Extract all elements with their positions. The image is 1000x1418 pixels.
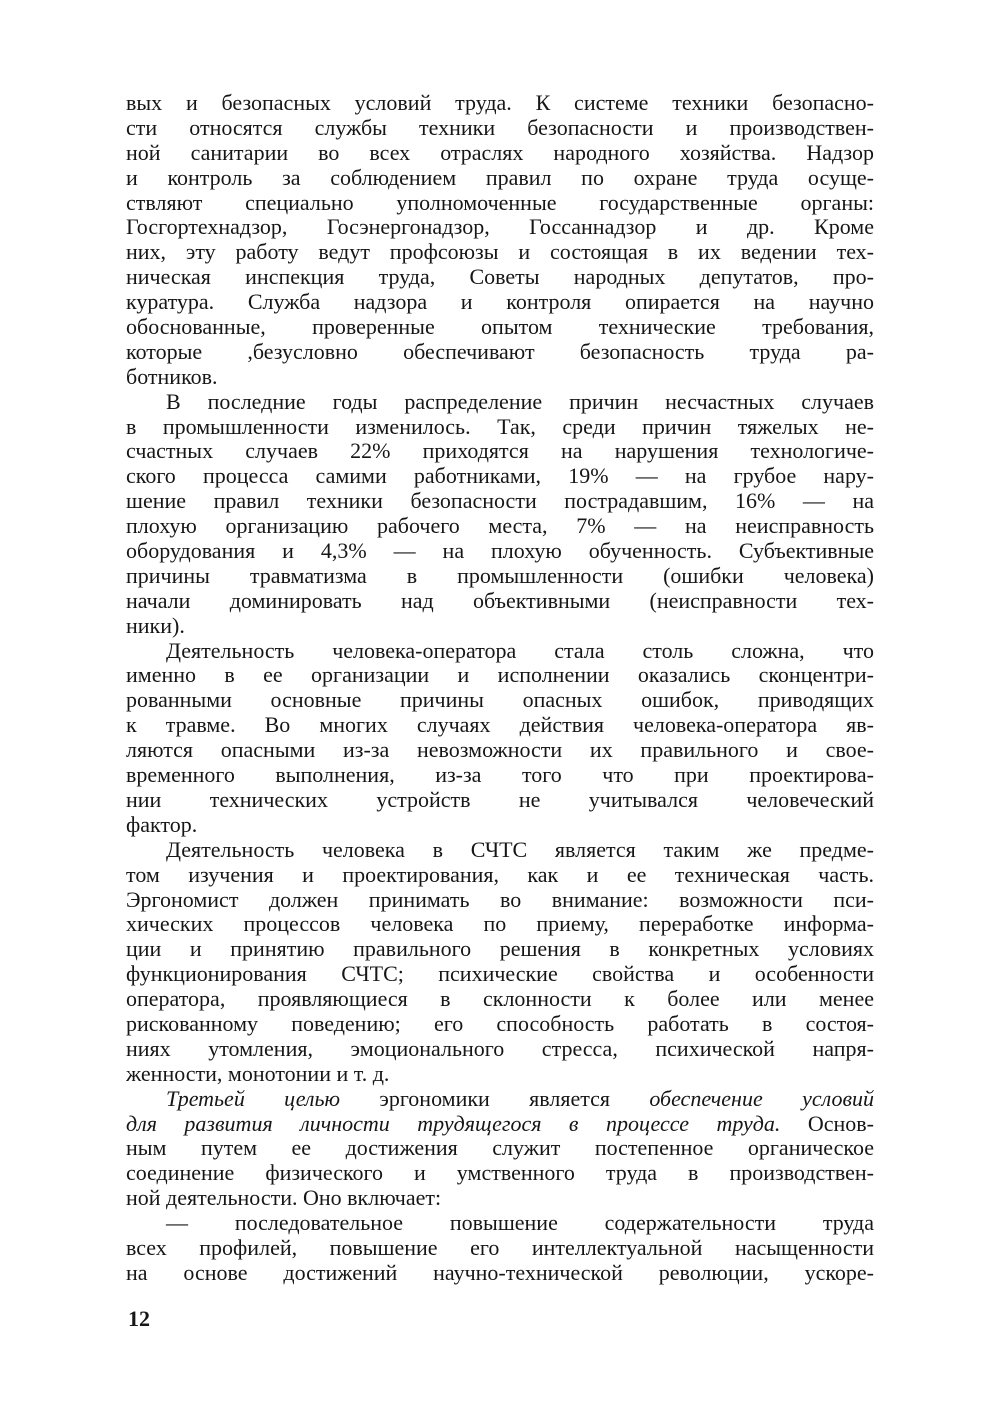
text-line: обоснованные, проверенные опытом технические требования, (126, 315, 874, 340)
text-line: именно в ее организации и исполнении оказались сконцентри- (126, 663, 874, 688)
text-line: соединение физического и умственного труда в производствен- (126, 1161, 874, 1186)
text-line: вых и безопасных условий труда. К системе техники безопасно- (126, 91, 874, 115)
text-line: сти относятся службы техники безопасности и производствен- (126, 115, 874, 140)
text-line: — последовательное повышение содержательности труда (166, 1211, 874, 1236)
text-line: ной санитарии во всех отраслях народного хозяйства. Надзор (126, 140, 874, 165)
text-line: ляются опасными из-за невозможности их правильного и свое- (126, 738, 874, 763)
text-line (126, 1087, 874, 1112)
text-line: нии технических устройств не учитывался человеческий (126, 787, 874, 812)
text-line: ботников. (126, 364, 218, 389)
text-line: ническая инспекция труда, Советы народных депутатов, про- (126, 265, 874, 290)
text-run: Основ- (780, 1111, 874, 1136)
text-line: оборудования и 4,3% — на плохую обученность. Субъективные (126, 539, 874, 564)
paragraph (126, 639, 874, 838)
text-line: ники). (126, 613, 185, 638)
paragraph (126, 91, 874, 390)
body-text (126, 91, 874, 1286)
text-line: фактор. (126, 812, 198, 837)
text-line: Деятельность человека в СЧТС является таким же предме- (166, 837, 874, 862)
text-line: счастных случаев 22% приходятся на нарушения технологиче- (126, 439, 874, 464)
text-line: временного выполнения, из-за того что при проектирова- (126, 763, 874, 788)
text-line: на основе достижений научно-технической революции, ускоре- (126, 1260, 874, 1285)
text-line: В последние годы распределение причин несчастных случаев (166, 389, 874, 414)
italic-phrase: Третьей целью (166, 1086, 341, 1111)
paragraph (126, 838, 874, 1087)
text-line: в промышленности изменилось. Так, среди причин тяжелых не- (126, 414, 874, 439)
text-line: ниях утомления, эмоционального стресса, психической напря- (126, 1036, 874, 1061)
text-line: хических процессов человека по приему, переработке информа- (126, 912, 874, 937)
text-line: Госгортехнадзор, Госэнергонадзор, Госсаннадзор и др. Кроме (126, 215, 874, 240)
page-number: 12 (128, 1306, 150, 1331)
text-run: эргономики является (340, 1086, 650, 1111)
text-line: куратура. Служба надзора и контроля опирается на научно (126, 290, 874, 315)
text-line: ной деятельности. Оно включает: (126, 1186, 442, 1211)
text-line: которые ,безусловно обеспечивают безопасность труда ра- (126, 339, 874, 364)
paragraph (126, 1211, 874, 1286)
text-line: оператора, проявляющиеся в склонности к более или менее (126, 987, 874, 1012)
text-line: ции и принятию правильного решения в конкретных условиях (126, 937, 874, 962)
text-line: Деятельность человека-оператора стала столь сложна, что (166, 638, 874, 663)
text-line: женности, монотонии и т. д. (126, 1061, 390, 1086)
text-line: рованными основные причины опасных ошибок, приводящих (126, 688, 874, 713)
text-line: плохую организацию рабочего места, 7% — на неисправность (126, 514, 874, 539)
italic-phrase: обеспечение условий (649, 1086, 874, 1111)
paragraph (126, 390, 874, 639)
text-line: шение правил техники безопасности пострадавшим, 16% — на (126, 489, 874, 514)
paragraph (126, 1087, 874, 1211)
text-line: начали доминировать над объективными (неисправности тех- (126, 588, 874, 613)
text-line: ского процесса самими работниками, 19% — на грубое нару- (126, 464, 874, 489)
text-line: причины травматизма в промышленности (ошибки человека) (126, 563, 874, 588)
text-line: Эргономист должен принимать во внимание: возможности пси- (126, 887, 874, 912)
text-line: ствляют специально уполномоченные государственные органы: (126, 190, 874, 215)
text-line: них, эту работу ведут профсоюзы и состоящая в их ведении тех- (126, 240, 874, 265)
text-line: том изучения и проектирования, как и ее техническая часть. (126, 862, 874, 887)
text-line: к травме. Во многих случаях действия человека-оператора яв- (126, 713, 874, 738)
text-line: рискованному поведению; его способность работать в состоя- (126, 1011, 874, 1036)
text-line: ным путем ее достижения служит постепенное органическое (126, 1136, 874, 1161)
italic-phrase: для развития личности трудящегося в процессе труда. (126, 1111, 781, 1136)
text-line: функционирования СЧТС; психические свойства и особенности (126, 962, 874, 987)
text-line: всех профилей, повышение его интеллектуальной насыщенности (126, 1235, 874, 1260)
text-line: и контроль за соблюдением правил по охране труда осуще- (126, 165, 874, 190)
text-line (126, 1112, 874, 1137)
